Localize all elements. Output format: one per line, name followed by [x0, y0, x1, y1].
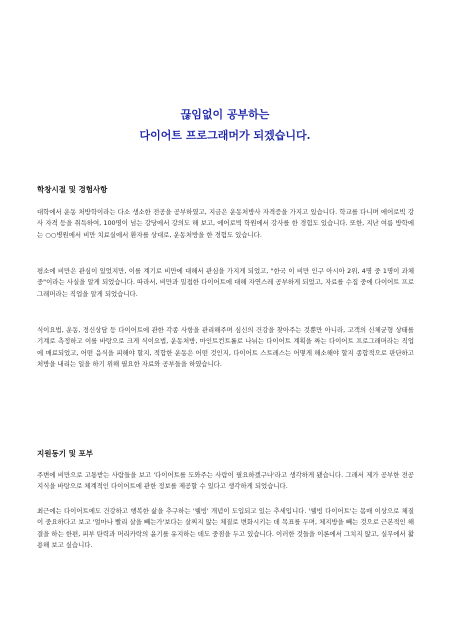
document-title-line-1: 끊임없이 공부하는 — [180, 108, 270, 121]
paragraph-obesity-interest: 평소에 비만은 관심이 있었지만, 이를 계기로 비만에 대해서 관심을 가지게 되었고, "한국 이 비만 인구 아시아 2위, 4명 중 1명이 과체중"이라는 사실을 알게 되었습니다. 따라서, 비만과 밀접한 다이어트에 대해 자연스레 공부하게 되었고, 자료를 수집 중에 다이어트 프로그래머라는 직업을 알게 되었습니다. — [37, 267, 414, 298]
paragraph-motivation: 주변에 비만으로 고통받는 사람들을 보고 '다이어트를 도와주는 사람이 필요하겠구나'라고 생각하게 됐습니다. 그래서 제가 공부한 전공지식을 바탕으로 체계적인 다이어트에 관한 정보를 제공할 수 있다고 생각하게 되었습니다. — [37, 471, 414, 491]
paragraph-education: 대학에서 운동 처방학이라는 다소 생소한 전공을 공부하였고, 지금은 운동처방사 자격증을 가지고 있습니다. 학교를 다니며 에어로빅 강사 자격 등을 취득하여, 100명이 넘는 강당에서 강의도 해 보고, 에어로빅 학원에서 강사를 한 경험도 있습니다. 또한, 지난 여름 방학에는 ○○병원에서 비만 치료실에서 환자를 상대로, 운동처방을 한 경험도 있습니다. — [37, 208, 414, 239]
section-heading-motivation: 지원동기 및 포부 — [37, 449, 93, 458]
paragraph-wellbeing-diet: 최근에는 다이어트에도 건강하고 행복한 삶을 추구하는 '웰빙' 개념이 도입되고 있는 추세입니다. '웰빙 다이어트'는 몸매 이상으로 체질이 중요하다고 보고 '얼마나 빨리 살을 빼는가'보다는 살찌지 않는 체질로 변화시키는 데 목표를 두며, 체지방을 빼는 것으로 근본적인 해결을 하는 한편, 피부 탄력과 머리카락의 윤기를 유지하는 데도 중점을 두고 있습니다. 이러한 것들을 이론에서 그치지 않고, 실무에서 활용해 보고 싶습니다. — [37, 507, 414, 550]
section-heading-background: 학창시절 및 경험사항 — [37, 185, 108, 194]
paragraph-diet-programmer-job: 식이요법, 운동, 정신상담 등 다이어트에 관한 각종 사항을 관리해주며 심신의 건강을 찾아주는 것뿐만 아니라, 고객의 신체균형 상태를 기계로 측정하고 이를 바탕으로 크게 식이요법, 운동처방, 마인트컨트롤로 나뉘는 다이어트 계획을 짜는 다이어트 프로그래머라는 직업에 매료되었고, 어떤 음식을 피해야 할지, 적합한 운동은 어떤 것인지, 다이어트 스트레스는 어떻게 해소해야 할지 종합적으로 판단하고 처방을 내리는 일을 하기 위해 필요한 자료와 공부들을 하였습니다. — [37, 326, 414, 369]
document-title-line-2: 다이어트 프로그래머가 되겠습니다. — [139, 129, 311, 142]
